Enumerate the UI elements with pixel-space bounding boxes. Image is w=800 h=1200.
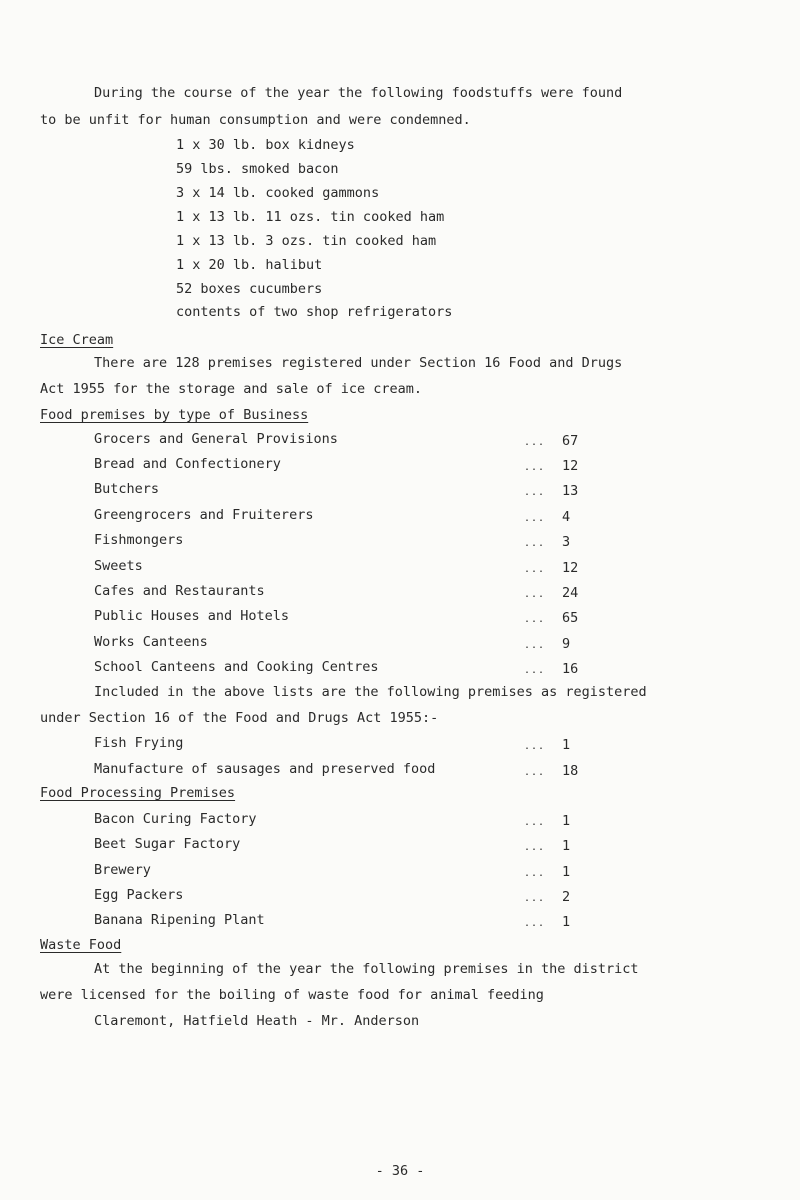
registered-label: Fish Frying bbox=[94, 735, 184, 751]
condemned-item: 3 x 14 lb. cooked gammons bbox=[176, 185, 380, 201]
leader-dots: ... bbox=[524, 842, 546, 853]
leader-dots: ... bbox=[524, 893, 546, 904]
registered-line-1: Included in the above lists are the following premises as registered bbox=[94, 684, 647, 700]
premises-count: 12 bbox=[562, 458, 579, 474]
premises-label: Public Houses and Hotels bbox=[94, 608, 290, 624]
leader-dots: ... bbox=[524, 918, 546, 929]
leader-dots: ... bbox=[524, 538, 546, 549]
leader-dots: ... bbox=[524, 437, 546, 448]
ice-cream-line-1: There are 128 premises registered under Section 16 Food and Drugs bbox=[94, 355, 623, 371]
condemned-item: 59 lbs. smoked bacon bbox=[176, 161, 339, 177]
condemned-item: 1 x 13 lb. 3 ozs. tin cooked ham bbox=[176, 233, 437, 249]
premises-label: Sweets bbox=[94, 558, 143, 574]
leader-dots: ... bbox=[524, 817, 546, 828]
registered-count: 18 bbox=[562, 763, 579, 779]
registered-line-2: under Section 16 of the Food and Drugs Act 1955:- bbox=[40, 710, 439, 726]
premises-label: Greengrocers and Fruiterers bbox=[94, 507, 314, 523]
registered-label: Manufacture of sausages and preserved food bbox=[94, 761, 436, 777]
condemned-item: contents of two shop refrigerators bbox=[176, 304, 453, 320]
leader-dots: ... bbox=[524, 564, 546, 575]
leader-dots: ... bbox=[524, 462, 546, 473]
leader-dots: ... bbox=[524, 589, 546, 600]
premises-count: 24 bbox=[562, 585, 579, 601]
premises-label: Works Canteens bbox=[94, 634, 208, 650]
intro-line-1: During the course of the year the following foodstuffs were found bbox=[94, 85, 623, 101]
leader-dots: ... bbox=[524, 513, 546, 524]
leader-dots: ... bbox=[524, 767, 546, 778]
premises-count: 16 bbox=[562, 661, 579, 677]
premises-count: 67 bbox=[562, 433, 579, 449]
premises-label: Cafes and Restaurants bbox=[94, 583, 265, 599]
condemned-item: 1 x 20 lb. halibut bbox=[176, 257, 323, 273]
processing-label: Beet Sugar Factory bbox=[94, 836, 241, 852]
premises-count: 12 bbox=[562, 560, 579, 576]
ice-cream-heading: Ice Cream bbox=[40, 332, 114, 348]
intro-line-2: to be unfit for human consumption and were condemned. bbox=[40, 112, 471, 128]
premises-label: Fishmongers bbox=[94, 532, 184, 548]
premises-label: Bread and Confectionery bbox=[94, 456, 281, 472]
processing-label: Brewery bbox=[94, 862, 151, 878]
premises-label: Grocers and General Provisions bbox=[94, 431, 338, 447]
leader-dots: ... bbox=[524, 868, 546, 879]
processing-heading: Food Processing Premises bbox=[40, 785, 236, 801]
waste-food-line-2: were licensed for the boiling of waste food for animal feeding bbox=[40, 987, 544, 1003]
waste-food-line-1: At the beginning of the year the following premises in the district bbox=[94, 961, 639, 977]
premises-label: Butchers bbox=[94, 481, 160, 497]
processing-count: 1 bbox=[562, 864, 571, 880]
processing-label: Egg Packers bbox=[94, 887, 184, 903]
processing-count: 1 bbox=[562, 914, 571, 930]
waste-food-line-3: Claremont, Hatfield Heath - Mr. Anderson bbox=[94, 1013, 420, 1029]
premises-count: 13 bbox=[562, 483, 579, 499]
registered-count: 1 bbox=[562, 737, 571, 753]
leader-dots: ... bbox=[524, 614, 546, 625]
condemned-item: 1 x 30 lb. box kidneys bbox=[176, 137, 355, 153]
leader-dots: ... bbox=[524, 640, 546, 651]
processing-count: 1 bbox=[562, 838, 571, 854]
processing-count: 2 bbox=[562, 889, 571, 905]
condemned-item: 1 x 13 lb. 11 ozs. tin cooked ham bbox=[176, 209, 445, 225]
food-premises-heading: Food premises by type of Business bbox=[40, 407, 309, 423]
premises-label: School Canteens and Cooking Centres bbox=[94, 659, 379, 675]
waste-food-heading: Waste Food bbox=[40, 937, 122, 953]
condemned-item: 52 boxes cucumbers bbox=[176, 281, 323, 297]
premises-count: 4 bbox=[562, 509, 571, 525]
processing-count: 1 bbox=[562, 813, 571, 829]
leader-dots: ... bbox=[524, 487, 546, 498]
leader-dots: ... bbox=[524, 665, 546, 676]
page-number: - 36 - bbox=[375, 1163, 425, 1179]
premises-count: 65 bbox=[562, 610, 579, 626]
processing-label: Bacon Curing Factory bbox=[94, 811, 257, 827]
premises-count: 3 bbox=[562, 534, 571, 550]
premises-count: 9 bbox=[562, 636, 571, 652]
leader-dots: ... bbox=[524, 741, 546, 752]
processing-label: Banana Ripening Plant bbox=[94, 912, 265, 928]
ice-cream-line-2: Act 1955 for the storage and sale of ice cream. bbox=[40, 381, 423, 397]
